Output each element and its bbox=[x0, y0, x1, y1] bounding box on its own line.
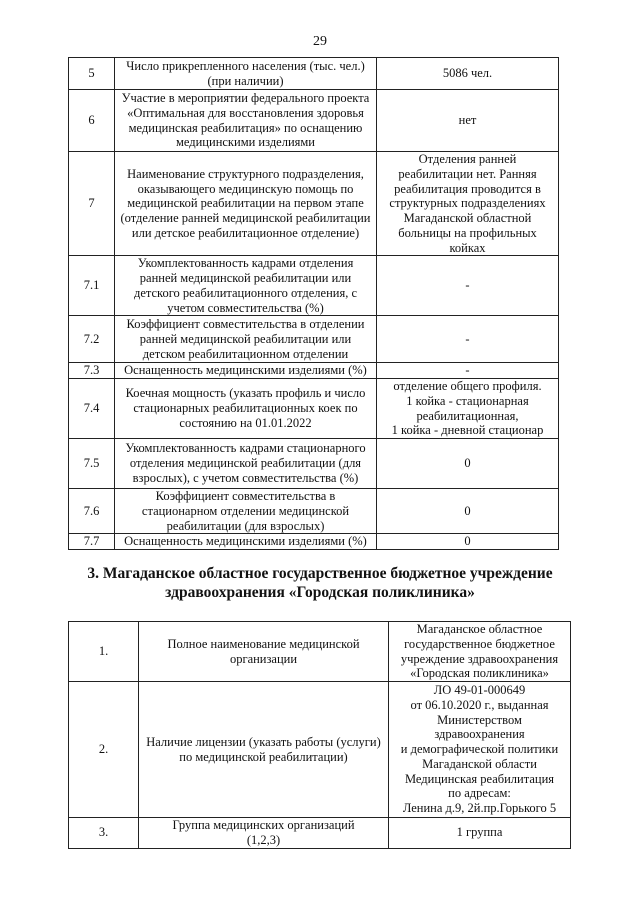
page-number: 29 bbox=[313, 34, 327, 49]
row-value: нет bbox=[377, 90, 559, 152]
row-number: 3. bbox=[69, 818, 139, 849]
table-row bbox=[69, 489, 559, 534]
row-label: Оснащенность медицинскими изделиями (%) bbox=[115, 363, 377, 379]
row-number: 7 bbox=[69, 152, 115, 256]
table-row bbox=[69, 379, 559, 439]
row-number: 7.5 bbox=[69, 439, 115, 489]
table-row bbox=[69, 439, 559, 489]
table-row bbox=[69, 682, 571, 818]
row-value: - bbox=[377, 363, 559, 379]
table-row bbox=[69, 58, 559, 90]
table-row bbox=[69, 534, 559, 550]
table-row bbox=[69, 90, 559, 152]
row-value: ЛО 49-01-000649 от 06.10.2020 г., выданная Министерством здравоохранения и демографической политики Магаданской области Медицинская реабилитация по адресам: Ленина д.9, 2й.пр.Горького 5 bbox=[389, 682, 571, 818]
row-number: 7.6 bbox=[69, 489, 115, 534]
table-row bbox=[69, 622, 571, 682]
row-label: Полное наименование медицинской организации bbox=[139, 622, 389, 682]
row-label: Наименование структурного подразделения, оказывающего медицинскую помощь по медицинской реабилитации на первом этапе (отделение ранней медицинской реабилитации или детское реабилитационное отделение) bbox=[115, 152, 377, 256]
organization-info-table bbox=[68, 621, 571, 849]
row-label: Участие в мероприятии федерального проекта «Оптимальная для восстановления здоровья медицинская реабилитация» по оснащению медицинскими изделиями bbox=[115, 90, 377, 152]
row-number: 7.7 bbox=[69, 534, 115, 550]
row-value: 0 bbox=[377, 534, 559, 550]
row-value: 5086 чел. bbox=[377, 58, 559, 90]
row-number: 6 bbox=[69, 90, 115, 152]
row-value: Отделения ранней реабилитации нет. Ранняя реабилитация проводится в структурных подразделениях Магаданской областной больницы на профильных койках bbox=[377, 152, 559, 256]
row-label: Число прикрепленного населения (тыс. чел.) (при наличии) bbox=[115, 58, 377, 90]
row-value: - bbox=[377, 256, 559, 316]
row-value: Магаданское областное государственное бюджетное учреждение здравоохранения «Городская поликлиника» bbox=[389, 622, 571, 682]
row-number: 5 bbox=[69, 58, 115, 90]
row-label: Наличие лицензии (указать работы (услуги) по медицинской реабилитации) bbox=[139, 682, 389, 818]
row-number: 7.2 bbox=[69, 316, 115, 363]
table-row bbox=[69, 256, 559, 316]
row-number: 7.3 bbox=[69, 363, 115, 379]
row-value: 1 группа bbox=[389, 818, 571, 849]
row-value: - bbox=[377, 316, 559, 363]
row-value: 0 bbox=[377, 489, 559, 534]
table-row bbox=[69, 363, 559, 379]
row-label: Укомплектованность кадрами отделения ранней медицинской реабилитации или детского реабилитационного отделения, с учетом совместительства (%) bbox=[115, 256, 377, 316]
rehab-indicators-table bbox=[68, 57, 559, 550]
row-label: Оснащенность медицинскими изделиями (%) bbox=[115, 534, 377, 550]
table-row bbox=[69, 152, 559, 256]
table-row bbox=[69, 818, 571, 849]
row-number: 7.4 bbox=[69, 379, 115, 439]
row-label: Укомплектованность кадрами стационарного отделения медицинской реабилитации (для взрослых), с учетом совместительства (%) bbox=[115, 439, 377, 489]
row-label: Коечная мощность (указать профиль и число стационарных реабилитационных коек по состоянию на 01.01.2022 bbox=[115, 379, 377, 439]
row-number: 2. bbox=[69, 682, 139, 818]
section-heading: 3. Магаданское областное государственное бюджетное учреждение здравоохранения «Городская поликлиника» bbox=[87, 565, 553, 602]
row-label: Коэффициент совместительства в отделении ранней медицинской реабилитации или детском реабилитационном отделении bbox=[115, 316, 377, 363]
table-row bbox=[69, 316, 559, 363]
row-value: отделение общего профиля. 1 койка - стационарная реабилитационная, 1 койка - дневной стационар bbox=[377, 379, 559, 439]
row-number: 7.1 bbox=[69, 256, 115, 316]
row-label: Группа медицинских организаций (1,2,3) bbox=[139, 818, 389, 849]
row-label: Коэффициент совместительства в стационарном отделении медицинской реабилитации (для взрослых) bbox=[115, 489, 377, 534]
row-value: 0 bbox=[377, 439, 559, 489]
row-number: 1. bbox=[69, 622, 139, 682]
